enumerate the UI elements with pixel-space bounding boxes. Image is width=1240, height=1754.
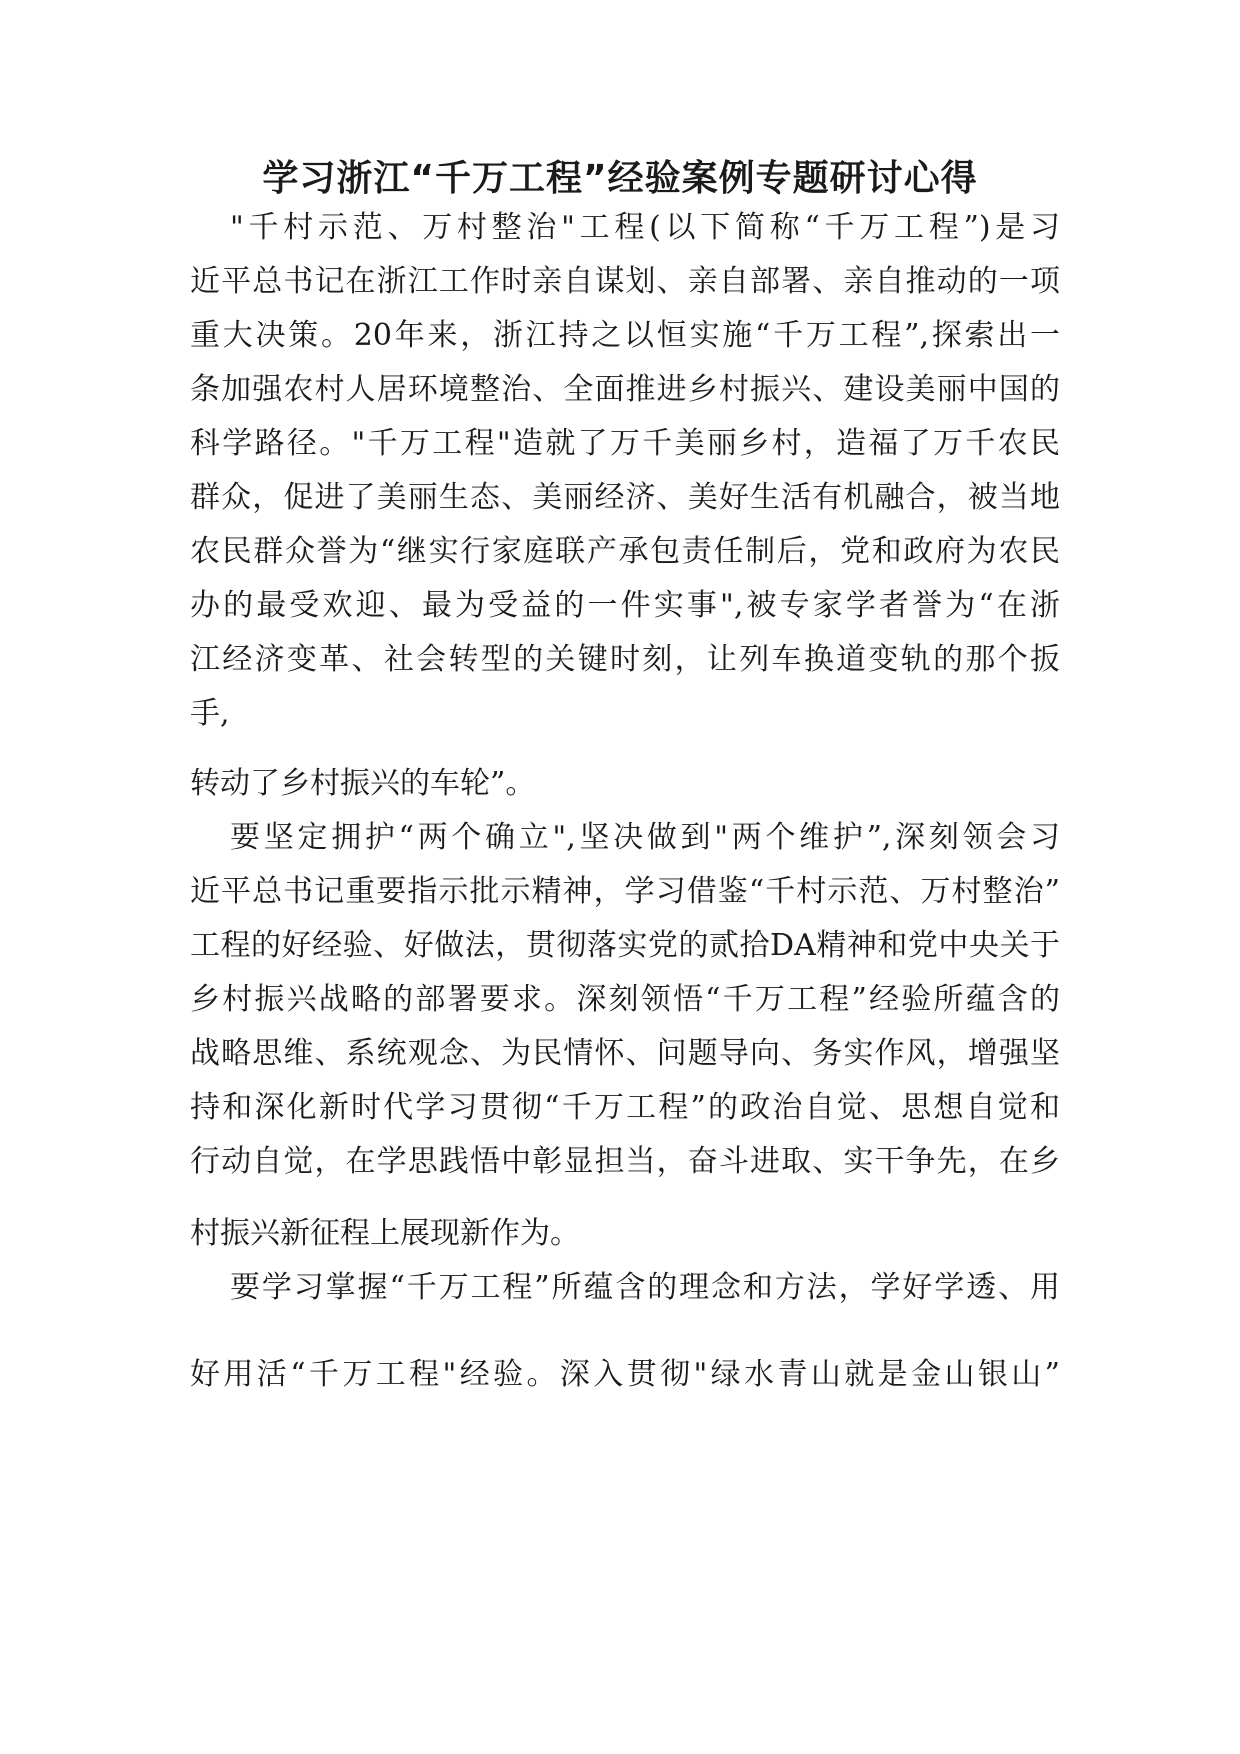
- paragraph-line: 重大决策。20年来，浙江持之以恒实施“千万工程”,探索出一: [190, 318, 1060, 353]
- paragraph-line: 近平总书记在浙江工作时亲自谋划、亲自部署、亲自推动的一项: [190, 264, 1060, 299]
- paragraph-line: 条加强农村人居环境整治、全面推进乡村振兴、建设美丽中国的: [190, 372, 1060, 407]
- document-title: 学习浙江“千万工程”经验案例专题研讨心得: [262, 158, 978, 199]
- paragraph-line: 江经济变革、社会转型的关键时刻，让列车换道变轨的那个扳: [190, 642, 1060, 677]
- paragraph-line: "千村示范、万村整治"工程(以下简称“千万工程”)是习: [230, 210, 1060, 245]
- paragraph-line: 手,: [190, 696, 230, 731]
- paragraph-line: 办的最受欢迎、最为受益的一件实事",被专家学者誉为“在浙: [190, 588, 1060, 623]
- paragraph-line: 要坚定拥护“两个确立",坚决做到"两个维护”,深刻领会习: [230, 820, 1060, 855]
- paragraph-line: 乡村振兴战略的部署要求。深刻领悟“千万工程”经验所蕴含的: [190, 982, 1060, 1017]
- paragraph-line: 好用活“千万工程"经验。深入贯彻"绿水青山就是金山银山”: [190, 1357, 1060, 1392]
- paragraph-line: 工程的好经验、好做法，贯彻落实党的贰拾DA精神和党中央关于: [190, 928, 1060, 963]
- paragraph-line: 转动了乡村振兴的车轮”。: [190, 766, 536, 801]
- paragraph-line: 战略思维、系统观念、为民情怀、问题导向、务实作风，增强坚: [190, 1036, 1060, 1071]
- paragraph-line: 群众，促进了美丽生态、美丽经济、美好生活有机融合，被当地: [190, 480, 1060, 515]
- paragraph-line: 近平总书记重要指示批示精神，学习借鉴“千村示范、万村整治”: [190, 874, 1060, 909]
- paragraph-line: 农民群众誉为“继实行家庭联产承包责任制后，党和政府为农民: [190, 534, 1060, 569]
- paragraph-line: 行动自觉，在学思践悟中彰显担当，奋斗进取、实干争先，在乡: [190, 1144, 1060, 1179]
- paragraph-line: 村振兴新征程上展现新作为。: [190, 1216, 580, 1251]
- paragraph-line: 要学习掌握“千万工程”所蕴含的理念和方法，学好学透、用: [230, 1270, 1060, 1305]
- paragraph-line: 持和深化新时代学习贯彻“千万工程”的政治自觉、思想自觉和: [190, 1090, 1060, 1125]
- paragraph-line: 科学路径。"千万工程"造就了万千美丽乡村，造福了万千农民: [190, 426, 1060, 461]
